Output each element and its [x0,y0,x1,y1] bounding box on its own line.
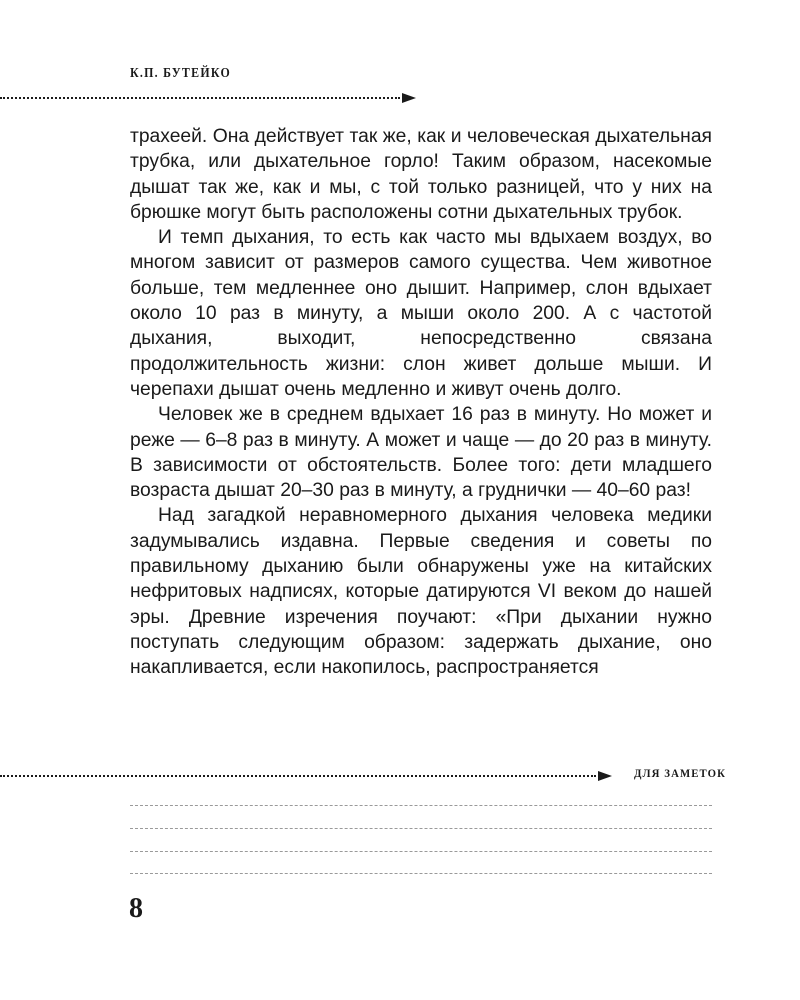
notes-line [130,805,712,806]
header-arrow-icon [402,93,416,103]
paragraph-history: Над загадкой неравномерного дыхания человека медики задумывались издавна. Первые сведения и советы по правильному дыханию были обнаружены уже на китайских нефритовых надписях, которые датируются VI веком до нашей эры. Древние изречения поучают: «При дыхании нужно поступать следующим образом: задержать дыхание, оно накапливается, если накопилось, распространяется [130,505,712,679]
paragraph-continuation: трахеей. Она действует так же, как и человеческая дыхательная трубка, или дыхательное горло! Таким образом, насекомые дышат так же, как и мы, с той только разницей, что у них на брюшке могут быть расположены сотни дыхательных трубок. [130,126,712,223]
page-number: 8 [129,893,143,924]
notes-label: ДЛЯ ЗАМЕТОК [634,766,727,780]
body-text [130,124,712,681]
paragraph-human-rate: Человек же в среднем вдыхает 16 раз в минуту. Но может и реже — 6–8 раз в минуту. А может и чаще — до 20 раз в минуту. В зависимости от обстоятельств. Более того: дети младшего возраста дышат 20–30 раз в минуту, а груднички — 40–60 раз! [130,404,712,502]
notes-line [130,828,712,829]
running-header-author: К.П. БУТЕЙКО [130,66,232,81]
paragraph-breathing-rate: И темп дыхания, то есть как часто мы вдыхаем воздух, во многом зависит от размеров самого существа. Чем животное больше, тем медленнее оно дышит. Например, слон вдыхает около 10 раз в минуту, а мыши около 200. А с частотой дыхания, выходит, непосредственно связана продолжительность жизни: слон живет дольше мыши. И черепахи дышат очень медленно и живут очень долго. [130,227,712,400]
notes-arrow-icon [598,771,612,781]
header-dotted-rule [0,97,400,99]
notes-line [130,873,712,874]
notes-dotted-rule [0,775,596,777]
notes-line [130,851,712,852]
